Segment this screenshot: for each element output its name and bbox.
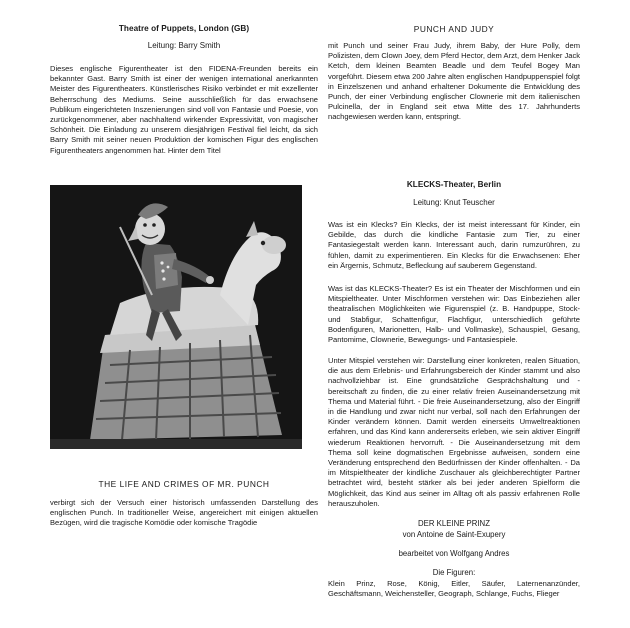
figures-list: Klein Prinz, Rose, König, Eitler, Säufer, Laternenanzünder, Geschäftsmann, Weichensteller, Geograph, Schlange, Fuchs, Flieger <box>328 579 580 599</box>
theatre-title: Theatre of Puppets, London (GB) <box>118 24 250 33</box>
right-column <box>328 0 580 628</box>
klecks-paragraph-2: Was ist das KLECKS-Theater? Es ist ein Theater der Mischformen und ein Mitspieltheater. Unter Mischformen verstehen wir: Das Einbeziehen aller theatralischen Möglichkeiten wie Figurenspiel (z. B. Handpuppe, Stock- und Stabfigur, Schattenfigur, Flachfigur, unterschiedlich geführte Bodenfiguren, Marionetten, Halb- und Vollmaske), Schauspiel, Gesang, Pantomime, Clownerie, Bewegungs- und Fantasiespiele. <box>328 284 580 345</box>
punch-and-judy-heading: PUNCH AND JUDY <box>413 24 495 34</box>
prinz-title: DER KLEINE PRINZ <box>418 519 490 528</box>
prinz-editor: bearbeitet von Wolfgang Andres <box>398 549 510 558</box>
show-paragraph: verbirgt sich der Versuch einer historisch umfassenden Darstellung des englischen Punch. In traditioneller Weise, angereichert mit einigen aktuellen Bezügen, wird die tragische Komödie oder komische Tragödie <box>50 498 318 528</box>
klecks-paragraph-1: Was ist ein Klecks? Ein Klecks, der ist meist interessant für Kinder, ein Gebilde, das durch die kindliche Fantasie zum Tier, zu einer Fantasiegestalt werden kann. Interessant auch, darin rumzurühren, zu fühlen, damit zu experimentieren. Ein Klecks für die Erwachsenen: Eher ein Ärgernis, Schmutz, Befleckung auf sauberem Gegenstand. <box>328 220 580 270</box>
show-title: THE LIFE AND CRIMES OF MR. PUNCH <box>98 479 270 489</box>
klecks-paragraph-3: Unter Mitspiel verstehen wir: Darstellung einer konkreten, realen Situation, die aus dem Erlebnis- und Erfahrungsbereich der Kinder stammt und also nachvollziehbar ist. Eine grundsätzliche Gesprächshaltung und -bereitschaft zu finden, die zu einer relativ freien Auseinandersetzung mit Thema und Material führt. - Die freie Auseinandersetzung, also der Eingriff in die Handlung und zwar nicht nur verbal, soll nach den Erfahrungen der Kinder verändern können. Damit werden einerseits Umweltreaktionen erfahren, und das Kind kann andererseits erleben, wie sein aktiver Eingriff wiederum Reaktionen hervorruft. - Die Auseinandersetzung mit dem Thema soll keine dogmatischen Ergebnisse aufweisen, sondern eine Veränderung entsprechend den Bedürfnissen der Kinder offenhalten. - Da im Mitspieltheater der kindliche Zuschauer als gleichberechtigter Partner betrachtet wird, besteht stärker als bei jeder anderen Spielform die Möglichkeit, das Kind aus seiner im Alltag oft als passiv erfahrenen Rolle herauszuholen. <box>328 356 580 508</box>
director-line: Leitung: Barry Smith <box>147 41 221 50</box>
figures-heading: Die Figuren: <box>432 568 476 577</box>
punch-paragraph: mit Punch und seiner Frau Judy, ihrem Baby, der Hure Polly, dem Polizisten, dem Clown Joey, dem Pferd Hector, dem Arzt, dem Henker Jack Ketch, dem kleinen Beamten Beadle und dem Teufel Bogey Man vorgeführt. Diesem etwa 200 Jahre alten englischen Handpuppenspiel folgt in Einzelszenen und anhand erhaltener Dokumente die Entwicklung des Punch, der einer Verbindung englischer Clownerie mit dem italienischen Pulcinella, der in England seit etwa Mitte des 17. Jahrhunderts nachgewiesen werden kann, entspringt. <box>328 41 580 122</box>
puppet-photo-image <box>50 185 302 449</box>
left-column <box>50 0 318 628</box>
klecks-title: KLECKS-Theater, Berlin <box>406 180 502 189</box>
prinz-author: von Antoine de Saint-Exupery <box>402 530 506 539</box>
intro-paragraph: Dieses englische Figurentheater ist den FIDENA-Freunden bereits ein bekannter Gast. Barry Smith ist einer der wenigen international anerkannten Meister des Figurentheaters. Künstlerisches Risiko verbindet er mit exzellenter Beherrschung des Mediums. Seine ausschließlich für das erwachsene Publikum eingerichteten Inszenierungen sind voll von Fantasie und Poesie, von zurückgenommener, aber nachhaltend wirkender Expressivität, von magischer Schönheit. Die Einladung zu unserem diesjährigen Festival fiel leicht, da sich Barry Smith mit seiner neuen Produktion der komischen Figur des englischen Figurentheaters angenommen hat. Hinter dem Titel <box>50 64 318 155</box>
puppet-photo <box>50 185 302 449</box>
klecks-director: Leitung: Knut Teuscher <box>413 198 495 207</box>
